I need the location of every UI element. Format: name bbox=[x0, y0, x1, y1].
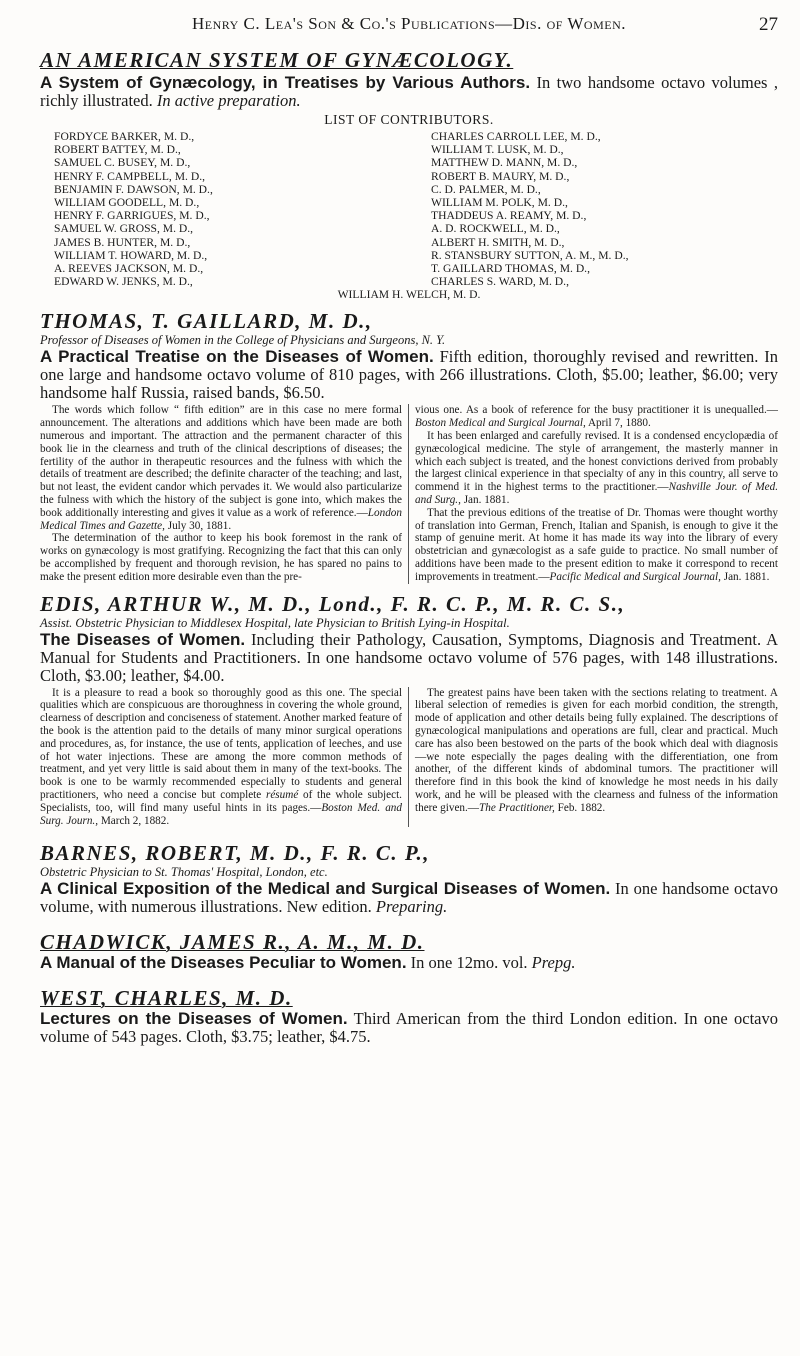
gynaecology-entry bbox=[40, 48, 778, 301]
gynaecology-description: In two handsome octavo volumes , richly illustrated. bbox=[40, 73, 779, 110]
page-number: 27 bbox=[759, 14, 778, 35]
chadwick-entry bbox=[40, 930, 778, 972]
contributor-name: JAMES B. HUNTER, M. D., bbox=[54, 235, 191, 249]
review-source: Nashville Jour. of Med. and Surg., bbox=[415, 481, 778, 507]
review-paragraph: The determination of the author to keep his book foremost in the rank of works on gynæcology is most gratifying. Recognizing the fact that this can only be accomplished by frequent and thorough revision, he has spared no pains to make the present edition more desirable even than the pre- bbox=[40, 532, 402, 583]
edis-reviews-right bbox=[409, 687, 778, 828]
contributor-name: CHARLES CARROLL LEE, M. D., bbox=[431, 130, 601, 143]
west-lead bbox=[40, 1010, 778, 1046]
barnes-heading: BARNES, ROBERT, M. D., F. R. C. P., bbox=[40, 841, 430, 866]
review-source: The Practitioner, bbox=[479, 801, 555, 814]
review-date: Jan. 1881. bbox=[460, 494, 510, 507]
review-date: March 2, 1882. bbox=[98, 814, 170, 827]
chadwick-heading: CHADWICK, JAMES R., A. M., M. D. bbox=[40, 930, 425, 955]
contributor-name: ALBERT H. SMITH, M. D., bbox=[431, 235, 565, 249]
thomas-description: Fifth edition, thoroughly revised and rewritten. In one large and handsome octavo volume of 810 pages, with 266 illustrations. Cloth, $5.00; leather, $6.00; very handsome half Russia, raised bands, $6.50. bbox=[40, 347, 778, 403]
contributors-list bbox=[54, 130, 778, 288]
contributor-name: WILLIAM T. LUSK, M. D., bbox=[431, 143, 564, 157]
contributor-name: R. STANSBURY SUTTON, A. M., M. D., bbox=[431, 248, 629, 262]
barnes-description: In one handsome octavo volume, with numerous illustrations. New edition. bbox=[40, 879, 779, 917]
thomas-reviews bbox=[40, 404, 778, 583]
contributor-name: BENJAMIN F. DAWSON, M. D., bbox=[54, 182, 213, 196]
contributor-name: FORDYCE BARKER, M. D., bbox=[54, 130, 195, 143]
gynaecology-title: A System of Gynæcology, in Treatises by Various Authors. bbox=[40, 73, 531, 92]
review-paragraph bbox=[415, 430, 778, 507]
gynaecology-heading: AN AMERICAN SYSTEM OF GYNÆCOLOGY. bbox=[40, 48, 514, 72]
review-source: London Medical Times and Gazette, bbox=[40, 506, 402, 532]
chadwick-description: In one 12mo. vol. bbox=[406, 953, 532, 973]
barnes-lead bbox=[40, 880, 778, 916]
review-text: The greatest pains have been taken with the sections relating to treatment. A liberal selection of remedies is given for each morbid condition, the strength, mode of application and other details being fully explained. The descriptions of gynæcological manipulations and operations are full, clear and practical. Much care has also been bestowed on the parts of the book which deal with diagnosis—we note especially the pages dealing with the differentiation, one from another, of the different kinds of abdominal tumors. The practitioner will therefore find in this book the kind of knowledge he most needs in his daily work, and he will be pleased with the clearness and fulness of the information there given.— bbox=[415, 686, 778, 814]
barnes-entry bbox=[40, 841, 778, 916]
thomas-lead bbox=[40, 348, 778, 402]
review-text: It has been enlarged and carefully revised. It is a condensed encyclopædia of gynæcological medicine. The style of arrangement, the masterly manner in which each subject is treated, and the honest convictions derived from probably the largest clinical experience in that specialty of any in this country, all serve to commend it in the highest terms to the practitioner.— bbox=[415, 430, 778, 494]
edis-title: The Diseases of Women. bbox=[40, 629, 246, 649]
review-source: Boston Medical and Surgical Journal, bbox=[415, 417, 586, 430]
review-text: of the whole subject. Specialists, too, will find many useful hints in its pages.— bbox=[40, 788, 402, 814]
contributor-name: ROBERT BATTEY, M. D., bbox=[54, 143, 181, 157]
thomas-affiliation: Professor of Diseases of Women in the College of Physicians and Surgeons, N. Y. bbox=[40, 333, 446, 348]
review-source: Boston Med. and Surg. Journ., bbox=[40, 801, 402, 827]
thomas-title: A Practical Treatise on the Diseases of Women. bbox=[40, 347, 434, 367]
review-text: The words which follow “ fifth edition” are in this case no mere formal announcement. The alterations and additions which have been made are both numerous and important. The attraction and the permanent character of this book lie in the clearness and truth of the clinical descriptions of diseases; the fertility of the author in therapeutic resources and the fulness with which the details of treatment are described; the definite character of the teaching; and last, but not least, the evident candor which pervades it. We would also particularize the fulness with which the history of the subject is gone into, which makes the book additionally interesting and gives it value as a work of reference.— bbox=[40, 404, 402, 519]
contributor-name: MATTHEW D. MANN, M. D., bbox=[431, 156, 578, 170]
review-paragraph bbox=[415, 404, 778, 430]
contributor-name: T. GAILLARD THOMAS, M. D., bbox=[431, 262, 590, 276]
review-text: It is a pleasure to read a book so thoroughly good as this one. The special qualities which are conspicuous are thoroughness in covering the whole ground, clearness of description and conciseness of statement. Another marked feature of the book is the attention paid to the details of many minor surgical operations and procedures, as, for instance, the use of tents, application of leeches, and use of hot water injections. These are among the more common methods of treatment, and yet very little is said about them in many of the text-books. The book is one to be warmly recommended especially to students and general practitioners, who need a concise but complete bbox=[40, 686, 402, 801]
review-text: vious one. As a book of reference for the busy practitioner it is unequalled.— bbox=[415, 404, 778, 417]
running-head-title: Henry C. Lea's Son & Co.'s Publications—Dis. of Women. bbox=[192, 14, 626, 33]
running-head bbox=[40, 14, 778, 40]
contributor-name: HENRY F. GARRIGUES, M. D., bbox=[54, 209, 210, 223]
contributor-name: EDWARD W. JENKS, M. D., bbox=[54, 275, 193, 289]
chadwick-title: A Manual of the Diseases Peculiar to Women. bbox=[40, 953, 407, 973]
thomas-heading: THOMAS, T. GAILLARD, M. D., bbox=[40, 309, 373, 334]
review-text-italic: résumé bbox=[265, 788, 299, 801]
contributor-name: SAMUEL C. BUSEY, M. D., bbox=[54, 156, 191, 170]
review-date: July 30, 1881. bbox=[164, 519, 232, 532]
contributor-name: WILLIAM GOODELL, M. D., bbox=[54, 196, 200, 210]
contributors-right-column bbox=[431, 130, 778, 288]
contributor-name: CHARLES S. WARD, M. D., bbox=[431, 275, 569, 289]
chadwick-status: Prepg. bbox=[531, 953, 576, 973]
thomas-reviews-right bbox=[409, 404, 778, 583]
gynaecology-lead bbox=[40, 74, 778, 110]
contributor-name: WILLIAM H. WELCH, M. D. bbox=[337, 288, 481, 302]
contributor-name: A. D. ROCKWELL, M. D., bbox=[431, 222, 560, 236]
contributor-name: HENRY F. CAMPBELL, M. D., bbox=[54, 169, 205, 183]
gynaecology-status: In active preparation. bbox=[156, 91, 301, 110]
review-paragraph bbox=[415, 507, 778, 584]
review-date: Jan. 1881. bbox=[720, 570, 770, 583]
west-heading: WEST, CHARLES, M. D. bbox=[40, 986, 293, 1011]
west-title: Lectures on the Diseases of Women. bbox=[40, 1009, 348, 1029]
contributor-name: WILLIAM T. HOWARD, M. D., bbox=[54, 248, 208, 262]
review-date: April 7, 1880. bbox=[585, 417, 651, 430]
edis-reviews-left bbox=[40, 687, 409, 828]
contributor-name: C. D. PALMER, M. D., bbox=[431, 182, 541, 196]
review-paragraph bbox=[40, 404, 402, 532]
thomas-reviews-left bbox=[40, 404, 409, 583]
edis-lead bbox=[40, 631, 778, 685]
review-source: Pacific Medical and Surgical Journal, bbox=[549, 570, 721, 583]
barnes-affiliation: Obstetric Physician to St. Thomas' Hospital, London, etc. bbox=[40, 865, 328, 880]
edis-heading: EDIS, ARTHUR W., M. D., Lond., F. R. C. P., M. R. C. S., bbox=[40, 591, 626, 616]
edis-reviews bbox=[40, 687, 778, 828]
contributor-name: ROBERT B. MAURY, M. D., bbox=[431, 169, 570, 183]
contributor-name: SAMUEL W. GROSS, M. D., bbox=[54, 222, 194, 236]
edis-description: Including their Pathology, Causation, Symptoms, Diagnosis and Treatment. A Manual for Students and Practitioners. In one handsome octavo volume of 576 pages, with 148 illustrations. Cloth, $3.00; leather, $4.00. bbox=[40, 629, 778, 685]
review-text: That the previous editions of the treatise of Dr. Thomas were thought worthy of translation into German, French, Italian and Spanish, is enough to give it the stamp of genuine merit. At home it has made its way into the library of every obstetrician and gynæcologist as a safe guide to practice. No small number of additions have been made to the present edition to make it correspond to recent improvements in treatment.— bbox=[415, 506, 778, 583]
chadwick-lead bbox=[40, 954, 778, 972]
contributor-name: WILLIAM M. POLK, M. D., bbox=[431, 196, 568, 210]
contributor-name: A. REEVES JACKSON, M. D., bbox=[54, 262, 204, 276]
edis-affiliation: Assist. Obstetric Physician to Middlesex Hospital, late Physician to British Lying-in Hospital. bbox=[40, 615, 510, 630]
barnes-title: A Clinical Exposition of the Medical and Surgical Diseases of Women. bbox=[40, 879, 611, 899]
contributors-left-column bbox=[54, 130, 401, 288]
west-entry bbox=[40, 986, 778, 1046]
edis-entry bbox=[40, 592, 778, 828]
review-paragraph bbox=[40, 687, 402, 828]
review-paragraph bbox=[415, 687, 778, 815]
contributor-name: THADDEUS A. REAMY, M. D., bbox=[431, 209, 587, 223]
thomas-entry bbox=[40, 309, 778, 583]
west-description: Third American from the third London edition. In one octavo volume of 543 pages. Cloth, $3.75; leather, $4.75. bbox=[40, 1009, 778, 1047]
review-date: Feb. 1882. bbox=[554, 801, 606, 814]
contributors-title: LIST OF CONTRIBUTORS. bbox=[324, 112, 494, 127]
barnes-status: Preparing. bbox=[375, 897, 448, 917]
